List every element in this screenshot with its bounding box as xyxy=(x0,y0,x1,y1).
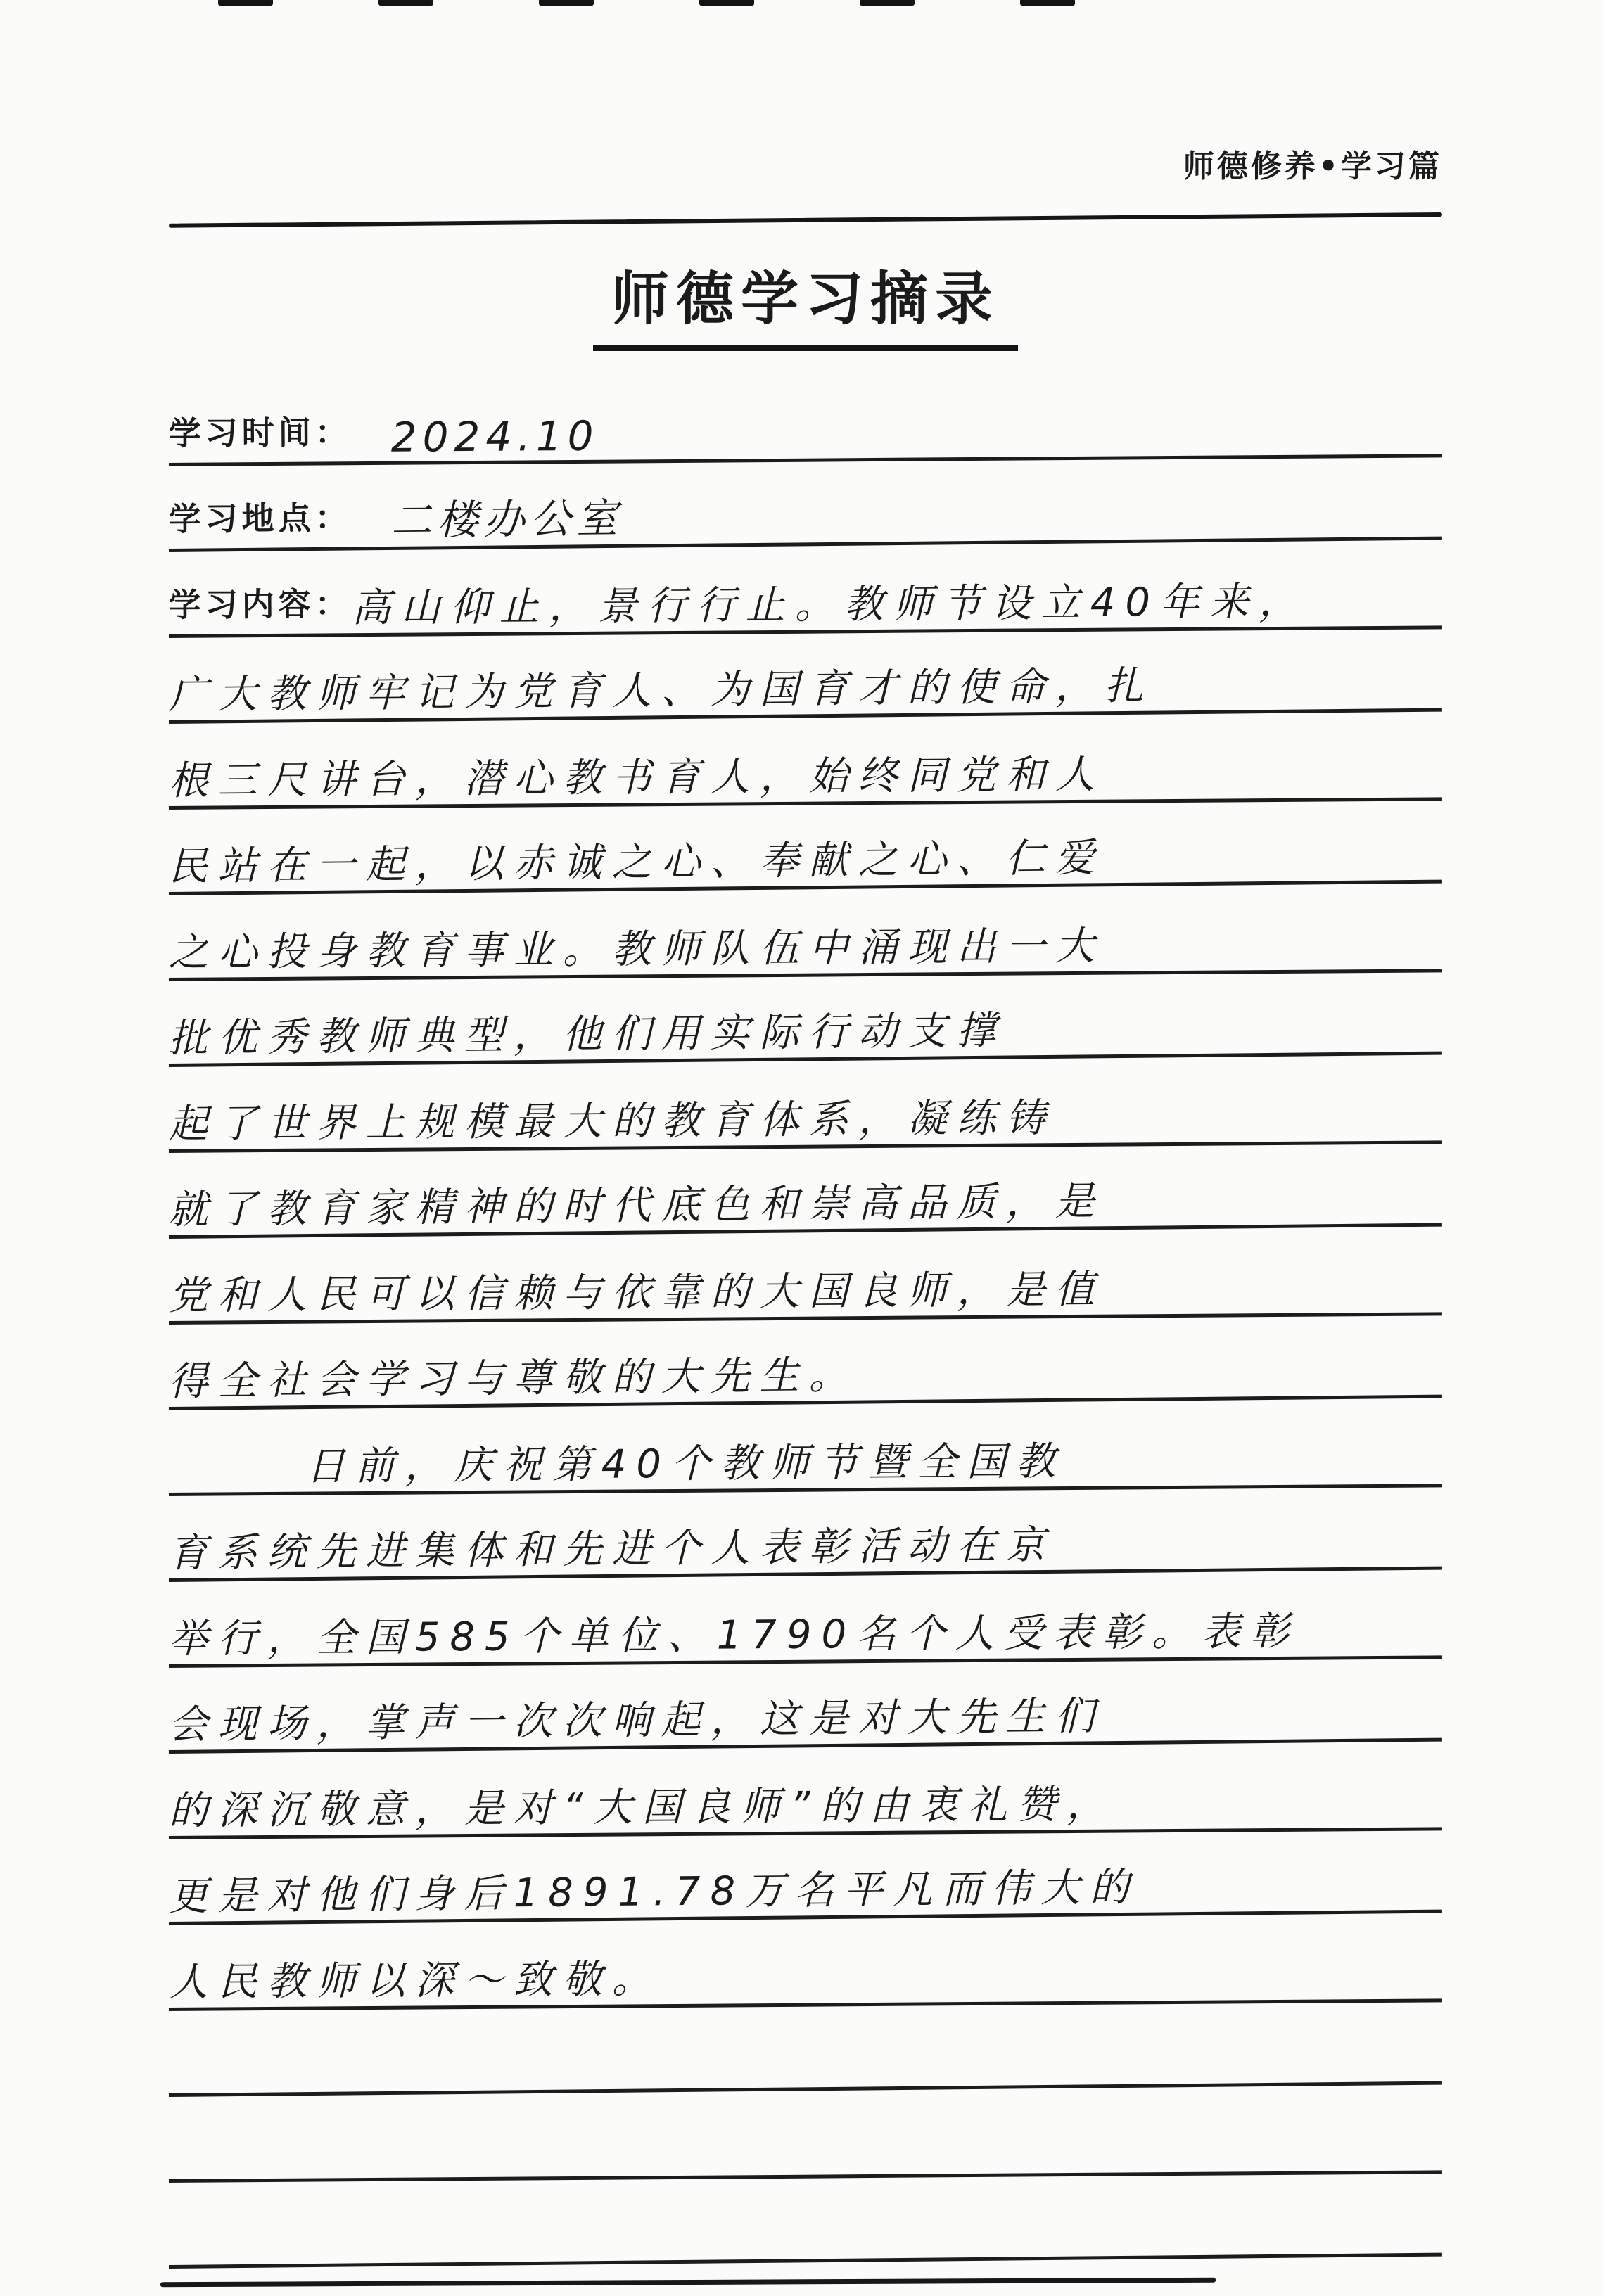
ruled-line xyxy=(168,1745,1442,1839)
ruled-line xyxy=(168,626,1442,724)
study-place-row xyxy=(168,454,1442,552)
ruled-line xyxy=(168,1573,1442,1668)
form-body xyxy=(169,381,1442,2269)
handwritten-line: 育系统先进集体和先进个人表彰活动在京 xyxy=(168,1522,1055,1577)
page-header xyxy=(169,141,1442,186)
handwritten-line: 根三尺讲台，潜心教书育人，始终同党和人 xyxy=(168,751,1105,805)
ruled-line xyxy=(168,969,1442,1067)
ruled-line xyxy=(168,1484,1442,1582)
scan-artifact-bottom xyxy=(160,2278,1216,2288)
header-rule-line xyxy=(169,212,1442,228)
handwritten-line: 高山仰止，景行行止。教师节设立40年来， xyxy=(351,578,1309,632)
scan-artifact-top xyxy=(218,0,1075,10)
title-block xyxy=(169,253,1442,351)
scan-mark xyxy=(1020,0,1075,6)
handwritten-line: 日前，庆祝第40个教师节暨全国教 xyxy=(305,1439,1066,1490)
ruled-line-paragraph-start xyxy=(168,1401,1442,1496)
edition-label: 师德修养•学习篇 xyxy=(1183,148,1442,184)
study-time-value: 2024.10 xyxy=(390,412,599,461)
handwritten-line: 广大教师牢记为党育人、为国育才的使命，扎 xyxy=(168,663,1154,719)
handwritten-line: 举行，全国585个单位、1790名个人受表彰。表彰 xyxy=(168,1608,1300,1663)
scan-mark xyxy=(539,0,594,6)
handwritten-line: 得全社会学习与尊敬的大先生。 xyxy=(168,1352,858,1405)
handwritten-line: 批优秀教师典型，他们用实际行动支撑 xyxy=(168,1007,1006,1062)
ruled-line xyxy=(168,1828,1442,1925)
study-place-label: 学习地点： xyxy=(168,498,352,539)
handwritten-line: 会现场，掌声一次次响起，这是对大先生们 xyxy=(168,1693,1105,1749)
ruled-line xyxy=(168,1313,1442,1410)
handwritten-line: 起了世界上规模最大的教育体系，凝练铸 xyxy=(168,1095,1055,1148)
ruled-line xyxy=(168,1656,1442,1754)
ruled-line xyxy=(168,798,1442,895)
handwritten-line: 民站在一起，以赤诚之心、奉献之心、仁爱 xyxy=(168,835,1105,891)
study-place-value: 二楼办公室 xyxy=(390,494,623,544)
scan-mark xyxy=(699,0,754,6)
ruled-line-empty xyxy=(168,2171,1442,2269)
scan-mark xyxy=(860,0,915,6)
study-content-label: 学习内容： xyxy=(168,585,352,625)
ruled-line xyxy=(168,1230,1442,1325)
ruled-line xyxy=(168,715,1442,810)
handwritten-line: 就了教育家精神的时代底色和崇高品质，是 xyxy=(168,1178,1105,1234)
handwritten-line: 人民教师以深～致敬。 xyxy=(168,1956,661,2006)
ruled-line xyxy=(168,886,1442,981)
ruled-line-empty xyxy=(168,1999,1442,2097)
ruled-line-empty xyxy=(168,2088,1442,2183)
handwritten-line: 的深沉敬意，是对“大国良师”的由衷礼赞， xyxy=(168,1781,1116,1835)
handwritten-line: 之心投身教育事业。教师队伍中涌现出一大 xyxy=(168,923,1105,976)
handwritten-line: 更是对他们身后1891.78万名平凡而伟大的 xyxy=(168,1864,1140,1920)
handwritten-line: 党和人民可以信赖与依靠的大国良师，是值 xyxy=(168,1266,1105,1320)
ruled-line xyxy=(168,1916,1442,2011)
ruled-line xyxy=(168,1058,1442,1153)
ruled-line xyxy=(168,1141,1442,1239)
scan-mark xyxy=(378,0,433,6)
page-title: 师德学习摘录 xyxy=(593,253,1018,351)
study-content-row xyxy=(168,543,1442,638)
study-time-label: 学习时间： xyxy=(168,413,352,453)
scan-mark xyxy=(218,0,273,6)
study-time-row xyxy=(168,371,1442,466)
